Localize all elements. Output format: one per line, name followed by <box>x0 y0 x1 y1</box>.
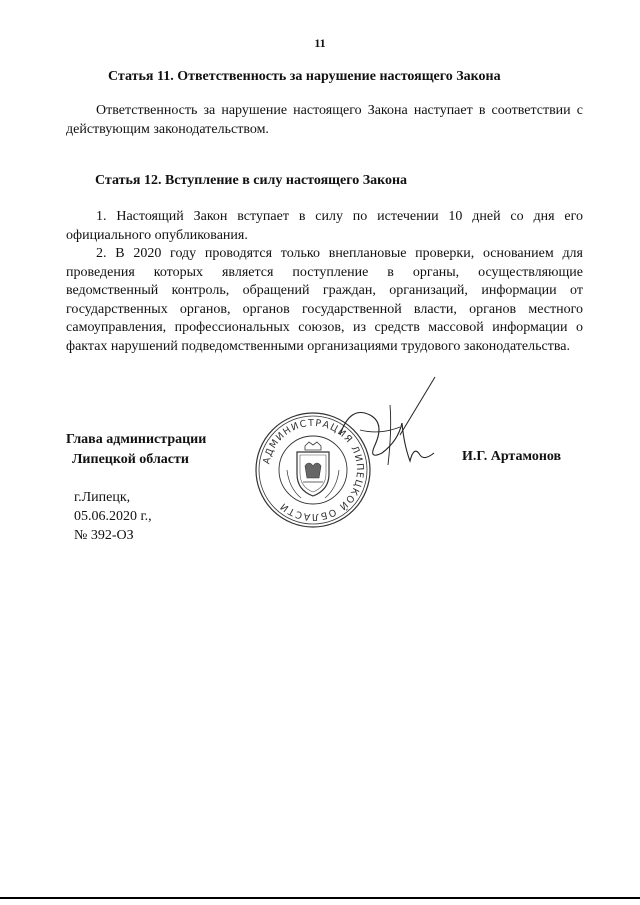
article-11-text: Ответственность за нарушение настоящего Закона наступает в соответствии с действующим законодательством. <box>66 103 583 137</box>
page-number: 11 <box>314 36 326 50</box>
law-date: 05.06.2020 г., <box>74 509 152 524</box>
place-and-date-block <box>74 488 152 545</box>
article-12-paragraph-1: 1. Настоящий Закон вступает в силу по истечении 10 дней со дня его официального опубликования. <box>66 209 583 243</box>
article-11-title: Статья 11. Ответственность за нарушение настоящего Закона <box>108 69 501 84</box>
law-number: № 392-ОЗ <box>74 528 134 543</box>
handwritten-signature <box>330 375 450 485</box>
signatory-name: И.Г. Артамонов <box>462 449 562 464</box>
signatory-position-line-2: Липецкой области <box>72 452 189 467</box>
article-12-title: Статья 12. Вступление в силу настоящего Закона <box>95 173 408 188</box>
svg-text:АДМИНИСТРАЦИЯ ЛИПЕЦКОЙ ОБЛАСТИ: АДМИНИСТРАЦИЯ ЛИПЕЦКОЙ ОБЛАСТИ <box>261 417 366 523</box>
city: г.Липецк, <box>74 490 131 505</box>
signatory-position-line-1: Глава администрации <box>66 432 207 447</box>
bottom-divider <box>0 897 640 899</box>
article-12-paragraph-2: 2. В 2020 году проводятся только внеплановые проверки, основанием для проведения которых является поступление в органы, осуществляющие ведомственный контроль, обращений граждан, организаций, информации от государственных органов, органов государственной власти, органов местного самоуправления, профессиональных союзов, из средств массовой информации о фактах нарушений подведомственными организациями трудового законодательства. <box>66 246 583 354</box>
signatory-position <box>66 430 206 470</box>
